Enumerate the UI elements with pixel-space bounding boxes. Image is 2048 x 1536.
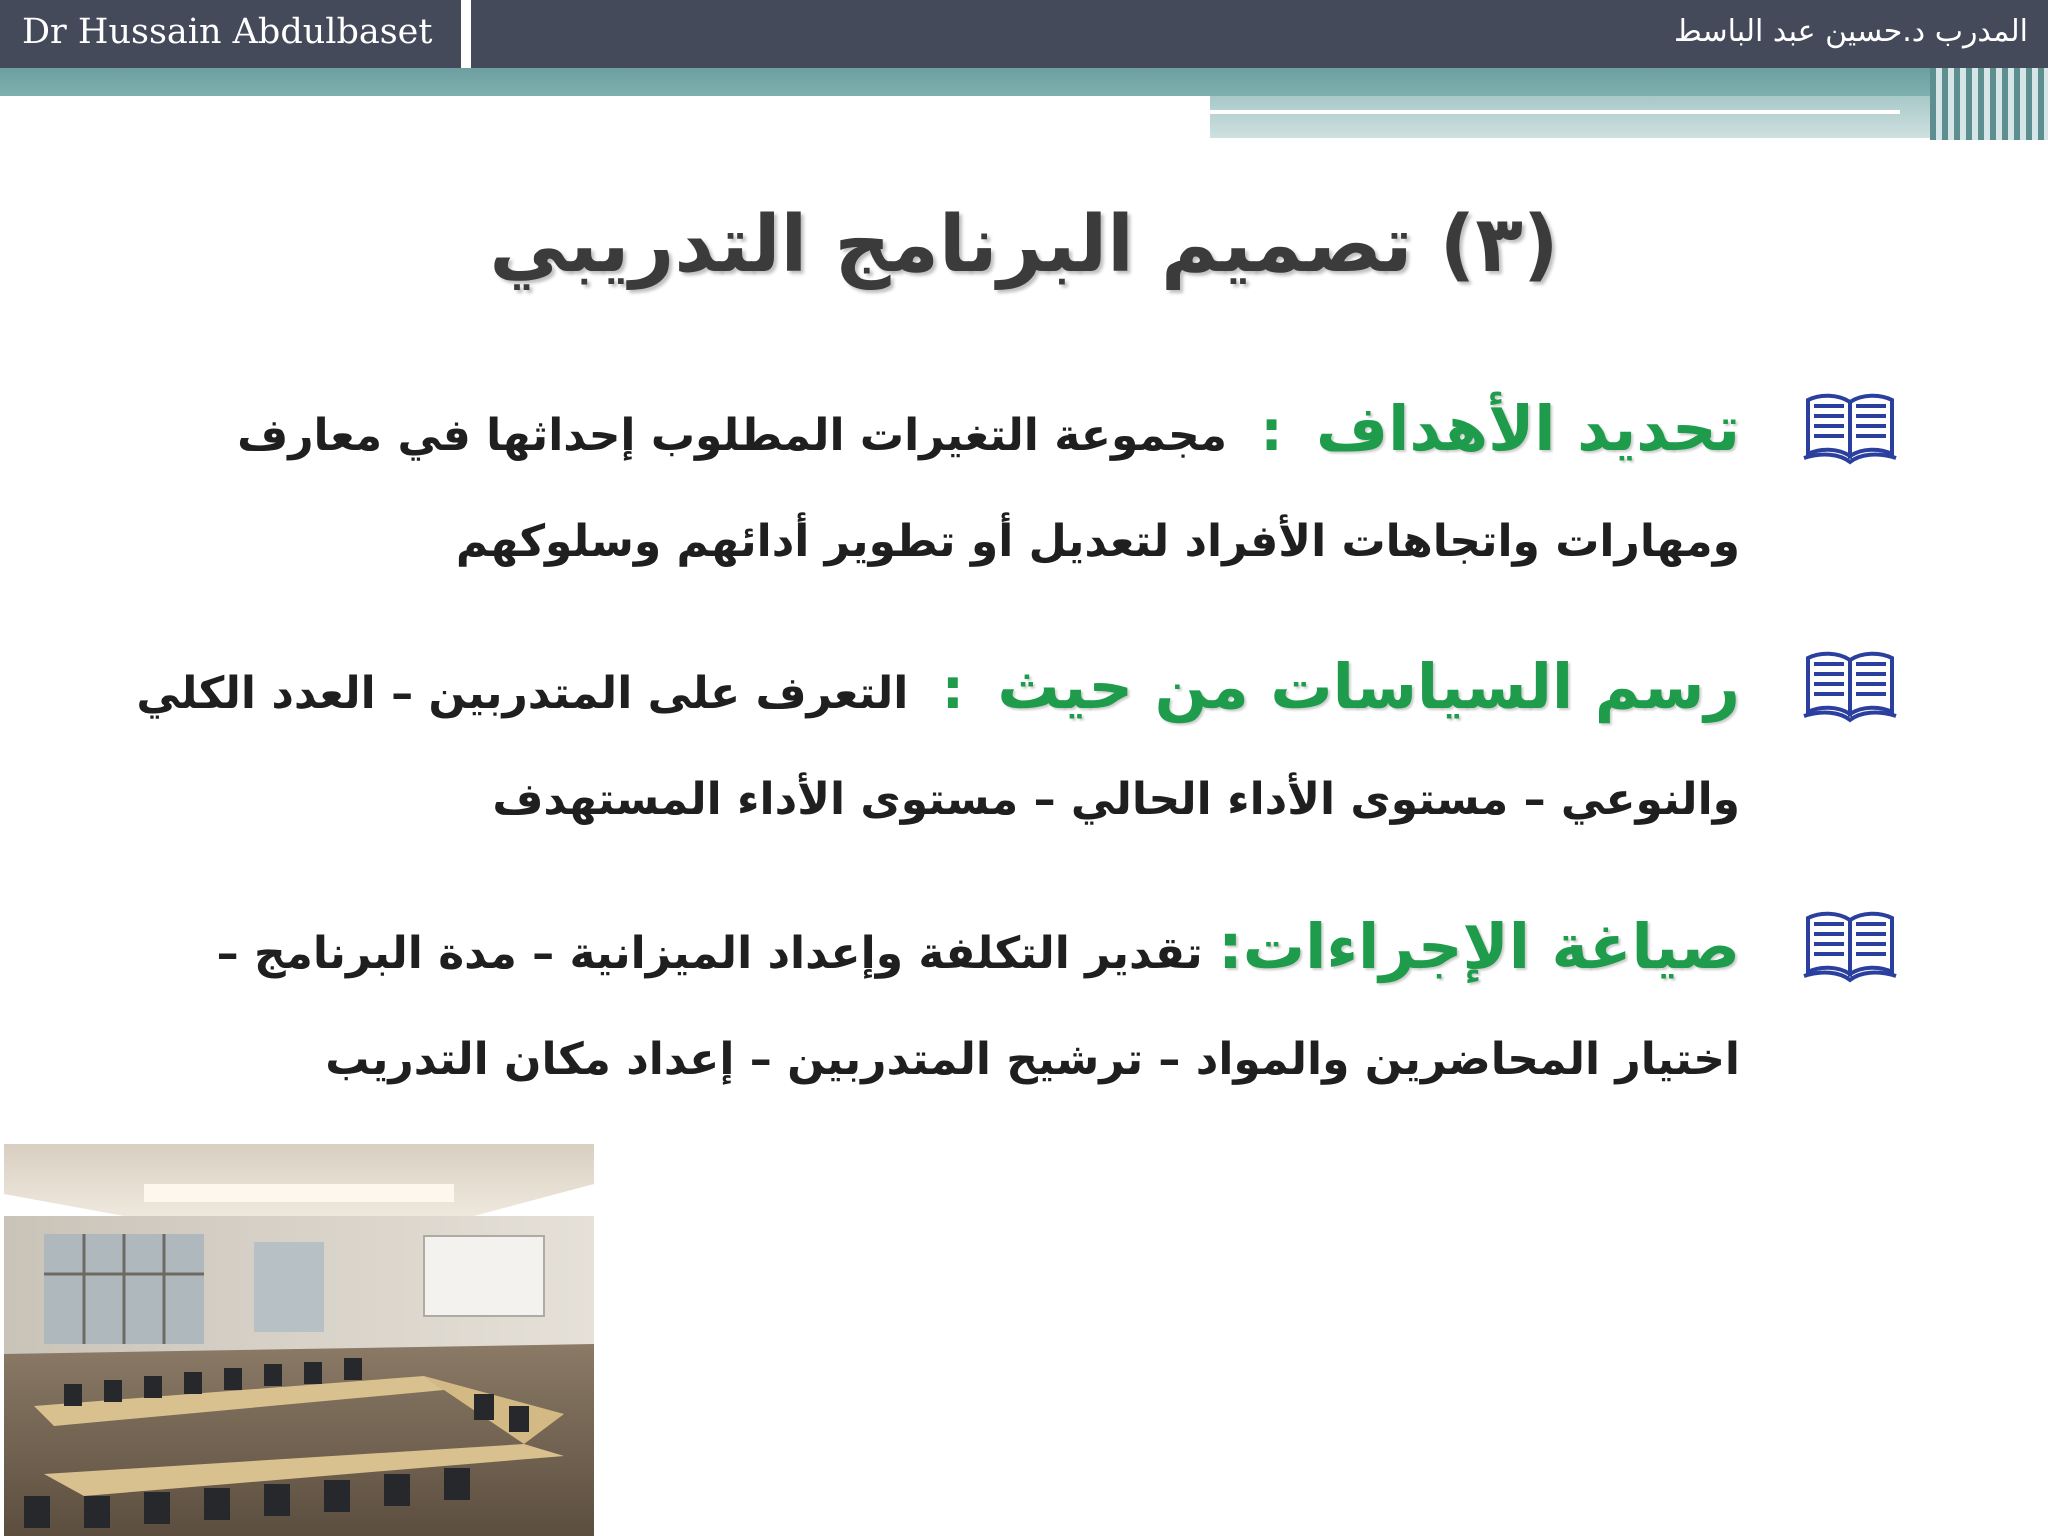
bullet-separator: : xyxy=(1260,399,1283,464)
bullet-text: التعرف على المتدربين – العدد الكلي xyxy=(136,668,909,719)
teal-accent-band xyxy=(0,68,2048,96)
bullet-keyword: تحديد الأهداف xyxy=(1316,392,1740,465)
bullet-line-1 xyxy=(120,366,1740,492)
bullet-keyword: صياغة الإجراءات: xyxy=(1217,910,1740,983)
bullet-objectives xyxy=(120,366,1740,592)
training-room-photo xyxy=(4,1144,594,1536)
bullet-text-continuation: اختيار المحاضرين والمواد – ترشيح المتدربين – إعداد مكان التدريب xyxy=(325,1034,1740,1085)
teal-accent-band-lower xyxy=(1210,96,2048,138)
bullet-separator: : xyxy=(941,657,965,722)
stripe-decoration xyxy=(1930,68,2048,140)
header-divider xyxy=(461,0,471,68)
open-book-icon xyxy=(1800,906,1900,986)
bullet-procedures xyxy=(120,884,1740,1110)
bullet-text: تقدير التكلفة وإعداد الميزانية – مدة البرنامج – xyxy=(216,928,1203,979)
accent-line xyxy=(1210,110,1900,114)
bullet-text-continuation: والنوعي – مستوى الأداء الحالي – مستوى الأداء المستهدف xyxy=(492,774,1740,825)
bullet-keyword: رسم السياسات من حيث xyxy=(997,650,1740,723)
bullet-line-1 xyxy=(120,624,1740,750)
bullet-text: مجموعة التغيرات المطلوب إحداثها في معارف xyxy=(237,410,1227,461)
open-book-icon xyxy=(1800,388,1900,468)
open-book-icon xyxy=(1800,646,1900,726)
bullet-line-1 xyxy=(120,884,1740,1010)
header-bar xyxy=(0,0,2048,68)
bullet-text-continuation: ومهارات واتجاهات الأفراد لتعديل أو تطوير أدائهم وسلوكهم xyxy=(455,516,1740,567)
slide-title: (٣) تصميم البرنامج التدريبي xyxy=(489,200,1559,290)
header-right-title: المدرب د.حسين عبد الباسط xyxy=(1674,14,2028,49)
header-left-title: Dr Hussain Abdulbaset xyxy=(22,12,433,52)
bullet-policies xyxy=(120,624,1740,850)
